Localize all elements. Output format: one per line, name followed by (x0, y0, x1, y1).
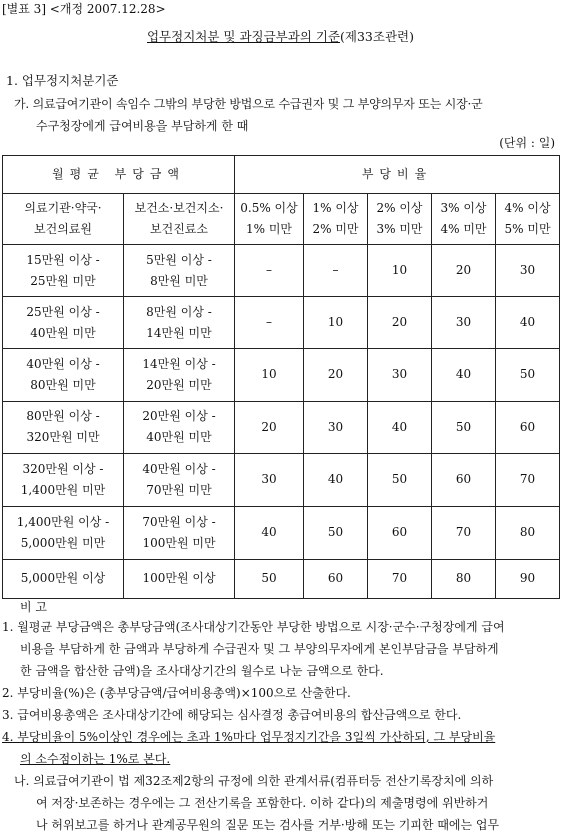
document-title (0, 27, 561, 45)
cell-days: 10 (235, 349, 304, 401)
table-row (3, 245, 560, 297)
cell-amount-a: 5,000만원 이상 (3, 559, 124, 598)
subsection-na-line-3: 나 허위보고를 하거나 관계공무원의 질문 또는 검사를 거부·방해 또는 기피한 때에는 업무 (36, 818, 500, 832)
header-improper-ratio: 부당비율 (235, 156, 560, 194)
remark-2: 2. 부당비율(%)은 (총부당금액/급여비용총액)×100으로 산출한다. (2, 686, 351, 700)
cell-amount-a: 1,400만원 이상 - 5,000만원 미만 (3, 506, 124, 559)
cell-days: 50 (235, 559, 304, 598)
cell-days: 60 (496, 401, 560, 453)
header-ratio-col-3: 2% 이상 3% 미만 (368, 194, 432, 245)
cell-amount-b: 14만원 이상 - 20만원 미만 (124, 349, 235, 401)
cell-days: 40 (235, 506, 304, 559)
cell-days: 50 (304, 506, 368, 559)
cell-days: 40 (304, 453, 368, 506)
remarks-heading: 비 고 (20, 600, 47, 614)
cell-amount-b: 100만원 이상 (124, 559, 235, 598)
cell-days: 60 (304, 559, 368, 598)
remark-4-line-2: 의 소수점이하는 1%로 본다. (20, 752, 171, 766)
subsection-na-line-2: 여 저장·보존하는 경우에는 그 전산기록을 포함한다. 이하 같다)의 제출명령에 위반하거 (36, 796, 489, 810)
cell-days: – (235, 245, 304, 297)
remarks-section (0, 600, 561, 836)
cell-days: 70 (496, 453, 560, 506)
cell-days: 80 (432, 559, 496, 598)
header-ratio-col-1: 0.5% 이상 1% 미만 (235, 194, 304, 245)
annex-header-note: [별표 3] <개정 2007.12.28> (2, 2, 166, 16)
cell-days: 60 (368, 506, 432, 559)
header-ratio-col-2: 1% 이상 2% 미만 (304, 194, 368, 245)
cell-days: 30 (368, 349, 432, 401)
cell-days: 20 (368, 297, 432, 349)
table-row (3, 506, 560, 559)
cell-days: 50 (496, 349, 560, 401)
cell-days: 40 (496, 297, 560, 349)
cell-amount-b: 8만원 이상 - 14만원 미만 (124, 297, 235, 349)
table-row (3, 401, 560, 453)
cell-amount-a: 25만원 이상 - 40만원 미만 (3, 297, 124, 349)
suspension-criteria-table (2, 155, 560, 599)
cell-days: 50 (432, 401, 496, 453)
cell-days: 70 (368, 559, 432, 598)
cell-amount-b: 40만원 이상 - 70만원 미만 (124, 453, 235, 506)
header-ratio-col-4: 3% 이상 4% 미만 (432, 194, 496, 245)
subsection-ga-line-2: 수구청장에게 급여비용을 부담하게 한 때 (36, 119, 249, 133)
section-1-heading: 1. 업무정지처분기준 (6, 73, 119, 88)
cell-amount-a: 320만원 이상 - 1,400만원 미만 (3, 453, 124, 506)
remark-4-line-1: 4. 부당비율이 5%이상인 경우에는 초과 1%마다 업무정지기간을 3일씩 가산하되, 그 부당비율 (2, 730, 496, 744)
header-medical-institution: 의료기관·약국· 보건의료원 (3, 194, 124, 245)
cell-days: 20 (304, 349, 368, 401)
cell-amount-b: 5만원 이상 - 8만원 미만 (124, 245, 235, 297)
table-row (3, 297, 560, 349)
document-title-main: 업무정지처분 및 과징금부과의 기준 (146, 29, 341, 44)
header-health-center: 보건소·보건지소· 보건진료소 (124, 194, 235, 245)
table-row (3, 349, 560, 401)
cell-amount-b: 70만원 이상 - 100만원 미만 (124, 506, 235, 559)
remark-3: 3. 급여비용총액은 조사대상기간에 해당되는 심사결정 총급여비용의 합산금액으로 한다. (2, 708, 462, 722)
subsection-na-line-1: 나. 의료급여기관이 법 제32조제2항의 규정에 의한 관계서류(컴퓨터등 전산기록장치에 의하 (14, 774, 494, 788)
cell-days: 40 (368, 401, 432, 453)
cell-days: 30 (496, 245, 560, 297)
cell-days: – (304, 245, 368, 297)
cell-days: 30 (304, 401, 368, 453)
cell-days: 60 (432, 453, 496, 506)
subsection-ga-line-1: 가. 의료급여기관이 속임수 그밖의 부당한 방법으로 수급권자 및 그 부양의무자 또는 시장·군 (14, 97, 483, 111)
table-row (3, 559, 560, 598)
cell-days: 90 (496, 559, 560, 598)
remark-1-line-3: 한 금액을 합산한 금액)을 조사대상기간의 월수로 나눈 금액으로 한다. (20, 664, 384, 678)
cell-days: 10 (304, 297, 368, 349)
cell-days: 80 (496, 506, 560, 559)
cell-days: 30 (235, 453, 304, 506)
cell-days: – (235, 297, 304, 349)
cell-amount-a: 80만원 이상 - 320만원 미만 (3, 401, 124, 453)
remark-1-line-1: 1. 월평균 부당금액은 총부당금액(조사대상기간동안 부당한 방법으로 시장·군수·구청장에게 급여 (2, 620, 505, 634)
unit-label: (단위 : 일) (499, 136, 555, 150)
header-ratio-col-5: 4% 이상 5% 미만 (496, 194, 560, 245)
cell-days: 20 (235, 401, 304, 453)
cell-days: 10 (368, 245, 432, 297)
remark-1-line-2: 비용을 부담하게 한 금액과 부당하게 수급권자 및 그 부양의무자에게 본인부담금을 부담하게 (20, 642, 499, 656)
cell-days: 40 (432, 349, 496, 401)
cell-days: 30 (432, 297, 496, 349)
cell-amount-a: 15만원 이상 - 25만원 미만 (3, 245, 124, 297)
header-monthly-average-amount: 월평균 부당금액 (3, 156, 235, 194)
cell-days: 70 (432, 506, 496, 559)
cell-days: 20 (432, 245, 496, 297)
cell-amount-b: 20만원 이상 - 40만원 미만 (124, 401, 235, 453)
document-title-ref: (제33조관련) (340, 29, 414, 44)
cell-amount-a: 40만원 이상 - 80만원 미만 (3, 349, 124, 401)
cell-days: 50 (368, 453, 432, 506)
table-row (3, 453, 560, 506)
